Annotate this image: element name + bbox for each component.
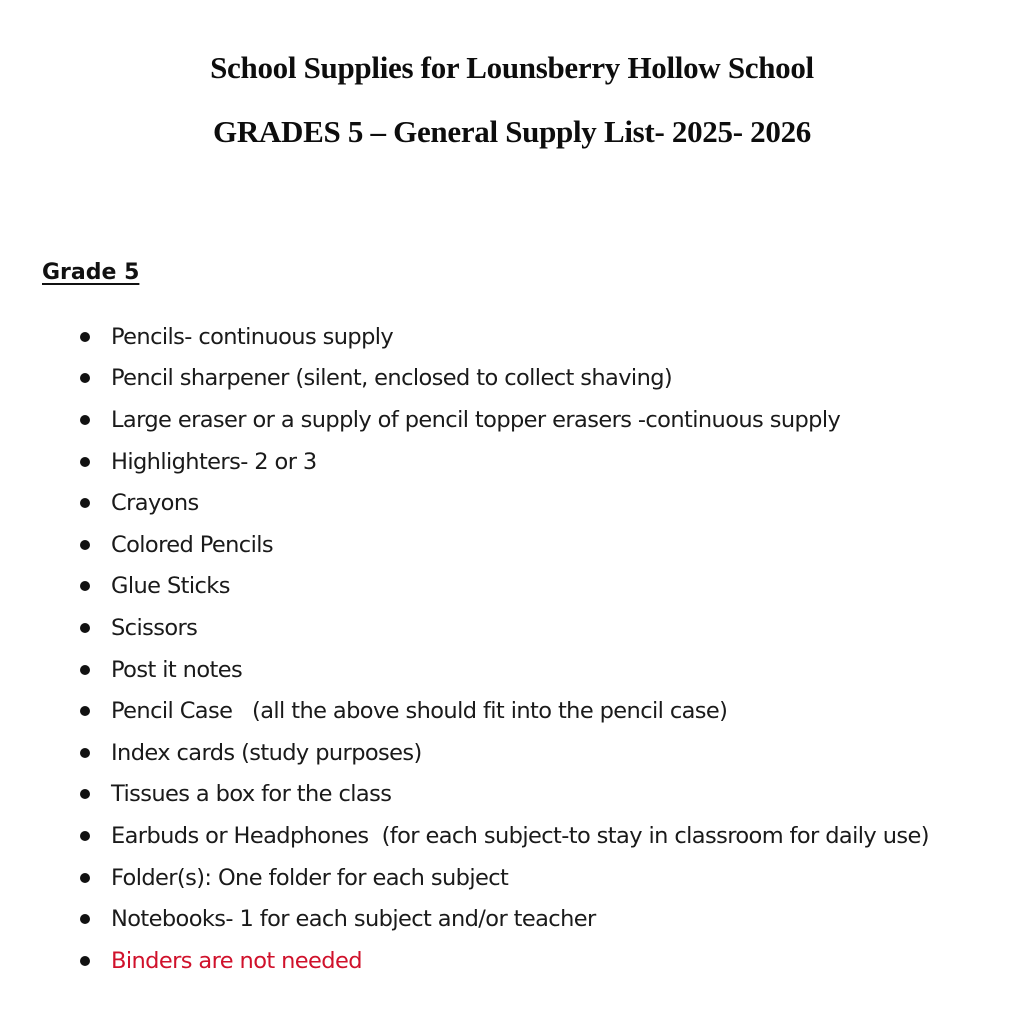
supply-item-text: Pencils- continuous supply	[111, 323, 394, 350]
supply-item-text: Large eraser or a supply of pencil topper erasers -continuous supply	[111, 406, 841, 433]
supply-item-text: Pencil sharpener (silent, enclosed to collect shaving)	[111, 365, 673, 392]
bullet-icon	[80, 665, 90, 675]
supply-item-text: Earbuds or Headphones (for each subject-to stay in classroom for daily use)	[111, 822, 929, 849]
bullet-icon	[80, 956, 90, 966]
bullet-icon	[80, 581, 90, 591]
supply-item-text: Scissors	[111, 614, 198, 641]
bullet-icon	[80, 831, 90, 841]
bullet-icon	[80, 373, 90, 383]
bullet-icon	[80, 498, 90, 508]
supply-item-text: Binders are not needed	[111, 947, 362, 974]
supply-item-text: Highlighters- 2 or 3	[111, 448, 317, 475]
supply-item-text: Folder(s): One folder for each subject	[111, 864, 509, 891]
document-subtitle: GRADES 5 – General Supply List- 2025- 2026	[213, 114, 811, 149]
bullet-icon	[80, 914, 90, 924]
supply-item-text: Notebooks- 1 for each subject and/or teacher	[111, 906, 596, 933]
supply-item-text: Pencil Case (all the above should fit into the pencil case)	[111, 698, 728, 725]
bullet-icon	[80, 332, 90, 342]
bullet-icon	[80, 748, 90, 758]
bullet-icon	[80, 873, 90, 883]
bullet-icon	[80, 540, 90, 550]
bullet-icon	[80, 415, 90, 425]
bullet-icon	[80, 789, 90, 799]
bullet-icon	[80, 457, 90, 467]
supply-item-text: Glue Sticks	[111, 573, 230, 600]
supply-item-text: Tissues a box for the class	[111, 781, 392, 808]
bullet-icon	[80, 623, 90, 633]
supply-item-text: Crayons	[111, 490, 199, 517]
grade-heading: Grade 5	[42, 260, 140, 285]
supply-item-text: Post it notes	[111, 656, 243, 683]
supply-item-text: Index cards (study purposes)	[111, 739, 422, 766]
bullet-icon	[80, 706, 90, 716]
document-title: School Supplies for Lounsberry Hollow School	[210, 50, 814, 85]
supply-item-text: Colored Pencils	[111, 531, 273, 558]
